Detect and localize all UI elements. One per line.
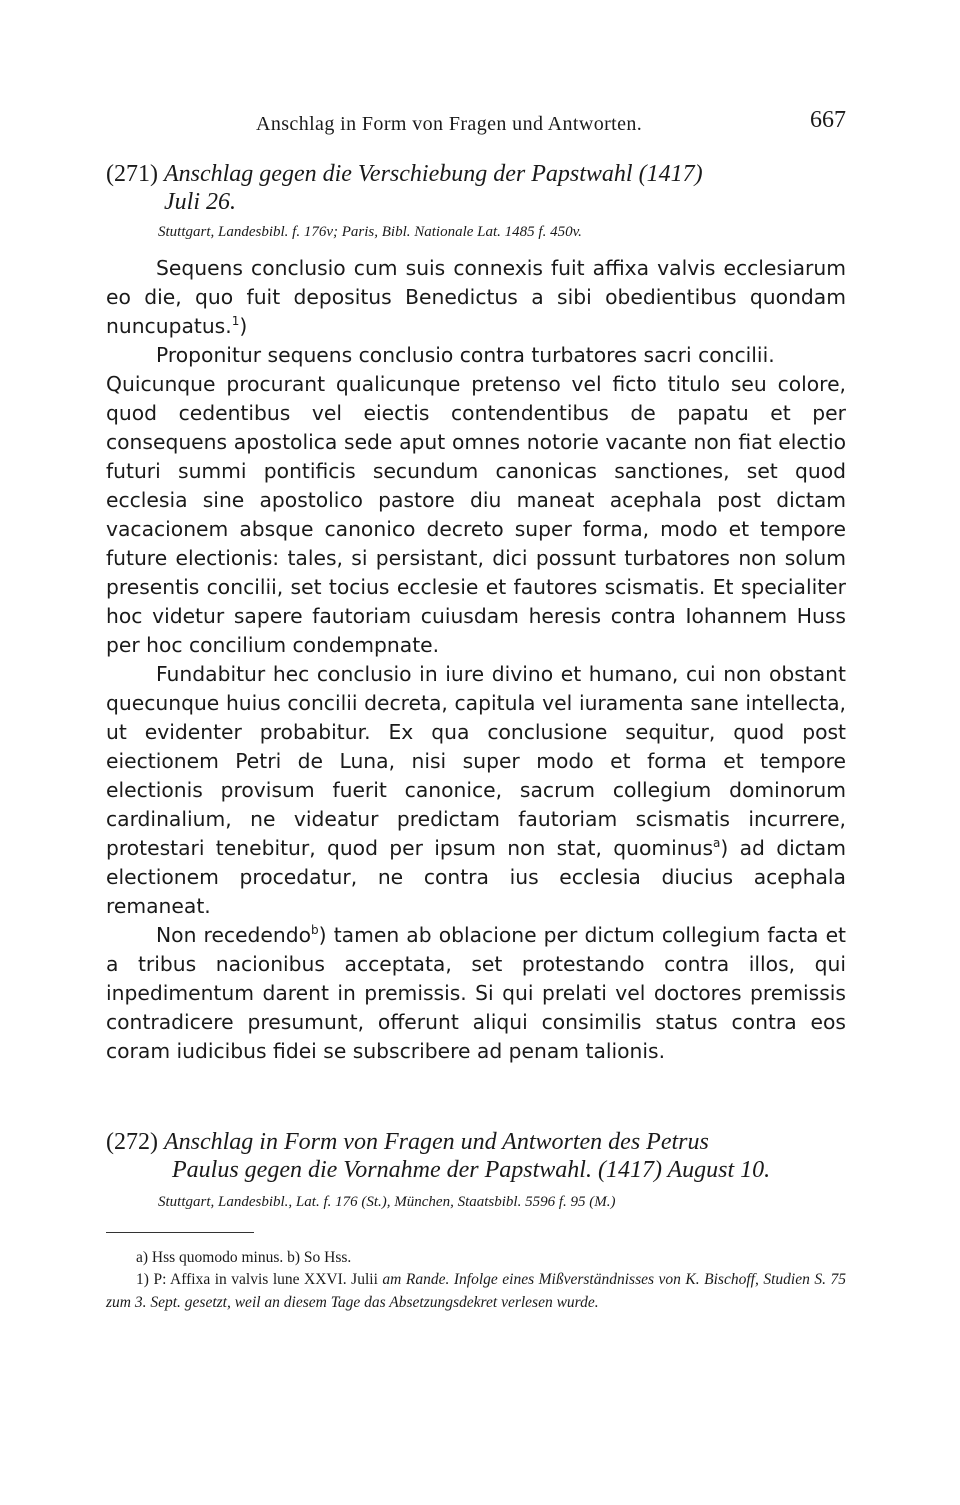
- entry-272-title-line2: Paulus gegen die Vornahme der Papstwahl. (1417) August 10.: [172, 1157, 771, 1183]
- entry-272-source: Stuttgart, Landesbibl., Lat. f. 176 (St.), München, Staatsbibl. 5596 f. 95 (M.): [158, 1194, 616, 1210]
- paragraph-5-text-a: Non recedendo: [156, 923, 312, 947]
- entry-272-heading: [106, 1128, 846, 1184]
- running-title: Anschlag in Form von Fragen und Antworten.: [256, 113, 643, 135]
- paragraph-3: Quicunque procurant qualicunque pretenso vel ficto titulo seu colore, quod cedentibus vel eiectis contendentibus de papatu et per consequens apostolica sede aput omnes notorie vacante non fiat electio futuri summi pontificis secundum canonicas sanctiones, set quod ecclesia sine apostolico pastore diu maneat acephala post dictam vacacionem absque canonico decreto super forma, modo et tempore future electionis: tales, si persistant, dici possunt turbatores non solum presentis concilii, set tocius ecclesie et fautores scismatis. Et specialiter hoc videtur sapere fautoriam cuiusdam heresis contra Iohannem Huss per hoc concilium condempnate.: [106, 372, 846, 657]
- footnote-ref-1: 1: [231, 314, 240, 329]
- entry-272-number: (272): [106, 1129, 158, 1155]
- footnote-ref-a: a: [713, 836, 721, 851]
- entry-272-title-line1: Anschlag in Form von Fragen und Antworten des Petrus: [163, 1129, 709, 1155]
- running-head: [106, 107, 846, 143]
- footnote-1-mark: 1): [136, 1271, 149, 1288]
- paragraph-1-text: Sequens conclusio cum suis connexis fuit affixa valvis ecclesiarum eo die, quo fuit depositus Benedictus a sibi obedientibus quondam nuncupatus.: [106, 256, 846, 338]
- paragraph-4-text-a: Fundabitur hec conclusio in iure divino et humano, cui non obstant quecunque huius concilii decreta, capitula vel iuramenta sane intellecta, ut evidenter probabitur. Ex qua conclusione sequitur, quod post eiectionem Petri de Luna, nisi super modo et forma et tempore electionis provisum fuerit canonice, sacrum collegium dominorum cardinalium, ne videatur predictam fautoriam scismatis incurrere, protestari tenebitur, quod per ipsum non stat, quominus: [106, 662, 846, 860]
- paragraph-5: Non recedendo$^b$) tamen ab oblacione per dictum collegium facta et a tribus nacionibus acceptata, set protestando contra illos, qui inpedimentum darent in premissis. Si qui prelati vel doctores premissis contradicere presumunt, offerunt aliqui consimilis status contra eos coram iudicibus fidei se subscribere ad penam talionis.: [106, 923, 846, 1063]
- entry-271-source: Stuttgart, Landesbibl. f. 176v; Paris, Bibl. Nationale Lat. 1485 f. 450v.: [158, 224, 582, 240]
- paragraph-4-text-b: ad dictam electionem procedatur, ne contra ius ecclesia diucius acephala remaneat.: [106, 836, 846, 918]
- page-number: 667: [810, 107, 846, 133]
- footnote-1-text-b: am Rande. Infolge eines Mißverständnisses von K. Bischoff, Studien S. 75 zum 3. Sept. gesetzt, weil an diesem Tage das Absetzungsdekret verlesen wurde.: [106, 1271, 847, 1311]
- footnote-ref-b: b: [311, 923, 319, 938]
- paragraph-4: Fundabitur hec conclusio in iure divino et humano, cui non obstant quecunque huius concilii decreta, capitula vel iuramenta sane intellecta, ut evidenter probabitur. Ex qua conclusione sequitur, quod post eiectionem Petri de Luna, nisi super modo et forma et tempore electionis provisum fuerit canonice, sacrum collegium dominorum cardinalium, ne videatur predictam fautoriam scismatis incurrere, protestari tenebitur, quod per ipsum non stat, quominus$^a$) ad dictam electionem procedatur, ne contra ius ecclesia diucius acephala remaneat.: [106, 662, 846, 918]
- footnote-variants: a) Hss quomodo minus. b) So Hss.: [136, 1249, 352, 1266]
- entry-271-title-line1: Anschlag gegen die Verschiebung der Papstwahl (1417): [163, 161, 703, 187]
- entry-271-heading: [106, 160, 846, 216]
- paragraph-2: Proponitur sequens conclusio contra turbatores sacri concilii.: [156, 343, 775, 367]
- entry-271-number: (271): [106, 161, 158, 187]
- document-page: [106, 0, 846, 1505]
- footnote-1-text-a: P: Affixa in valvis lune XXVI. Julii: [153, 1271, 383, 1288]
- body-text: [106, 254, 846, 1066]
- paragraph-1: Sequens conclusio cum suis connexis fuit affixa valvis ecclesiarum eo die, quo fuit depositus Benedictus a sibi obedientibus quondam nuncupatus.$^1$): [106, 256, 846, 338]
- paragraph-5-text-b: tamen ab oblacione per dictum collegium facta et a tribus nacionibus acceptata, set protestando contra illos, qui inpedimentum darent in premissis. Si qui prelati vel doctores premissis contradicere presumunt, offerunt aliqui consimilis status contra eos coram iudicibus fidei se subscribere ad penam talionis.: [106, 923, 846, 1063]
- footnote-rule: [106, 1232, 254, 1233]
- footnote-1: [106, 1268, 846, 1314]
- entry-271-title-line2: Juli 26.: [164, 189, 236, 215]
